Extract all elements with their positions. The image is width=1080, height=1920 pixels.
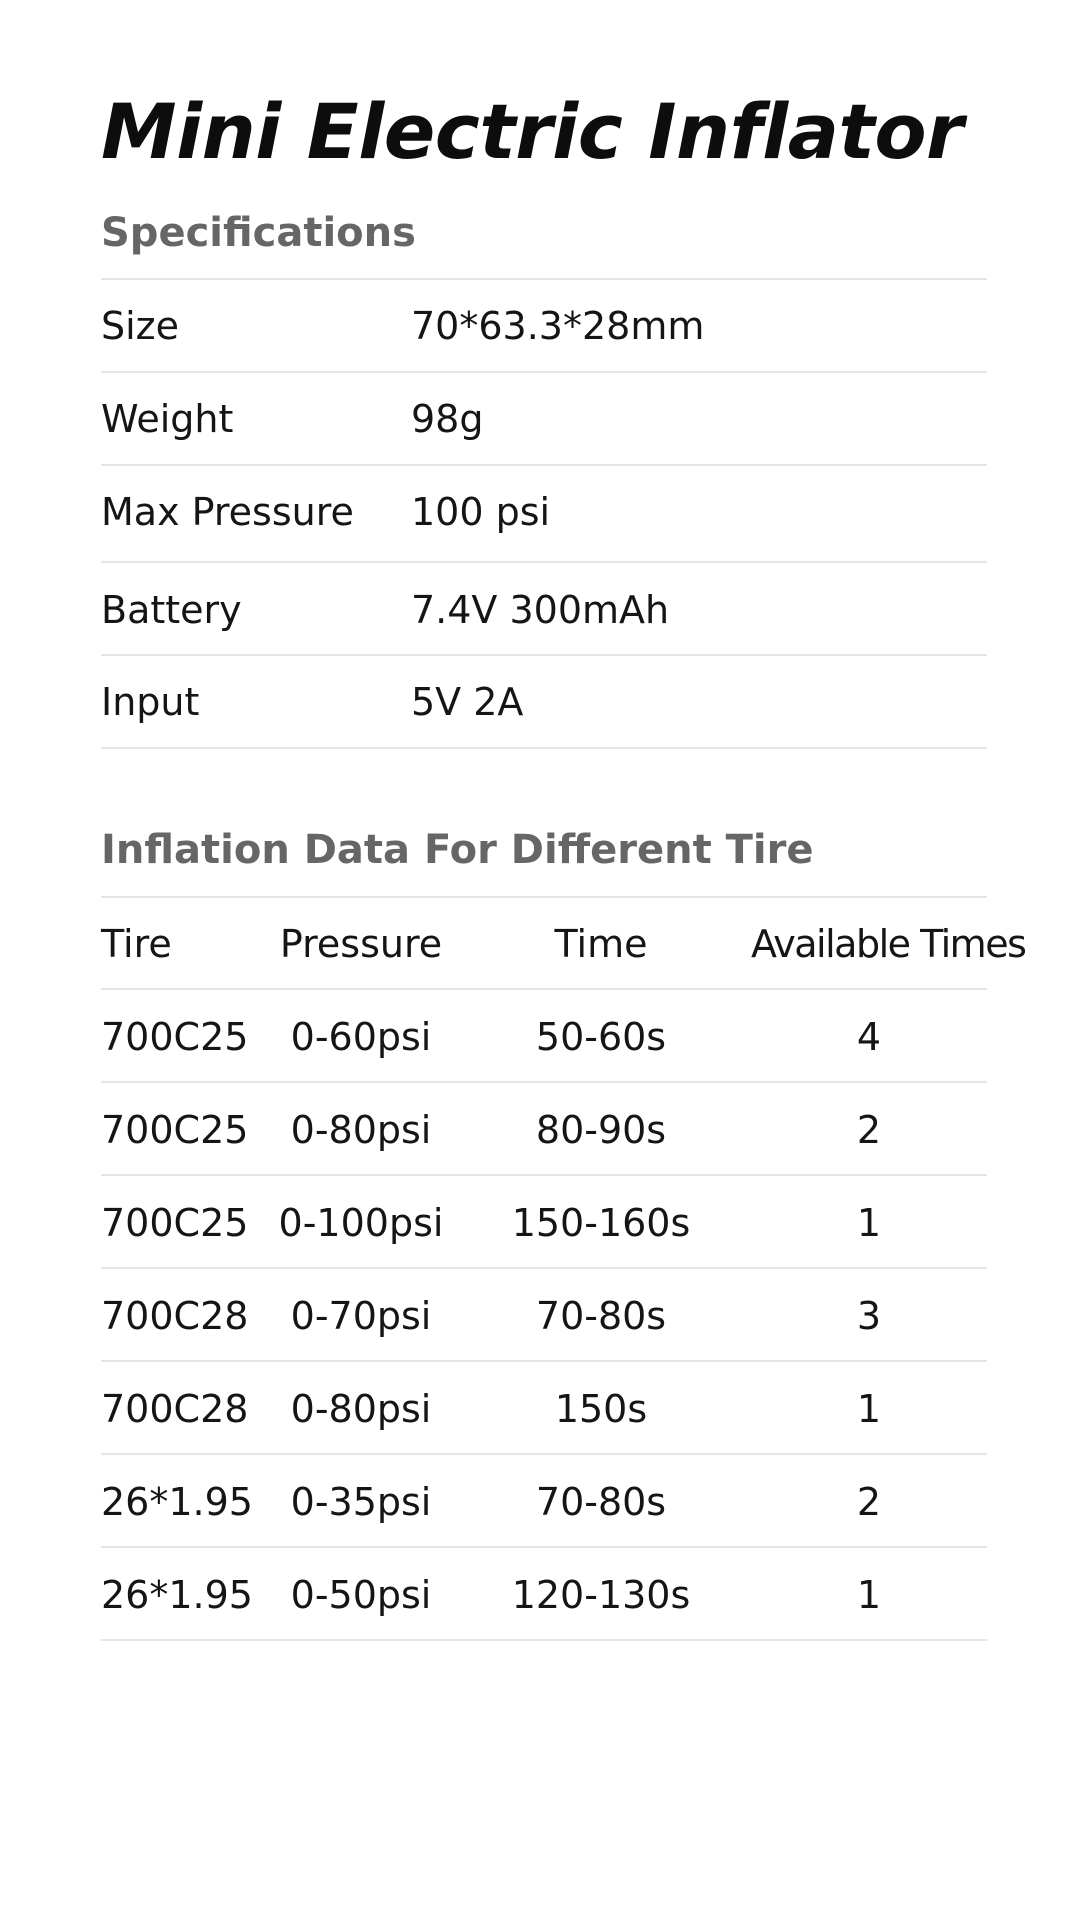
- column-header-tire: Tire: [101, 922, 172, 966]
- cell-available-times: 1: [856, 1387, 882, 1431]
- cell-pressure: 0-35psi: [290, 1480, 432, 1524]
- column-header-time: Time: [554, 922, 648, 966]
- cell-time: 70-80s: [535, 1480, 667, 1524]
- spec-value: 100 psi: [411, 490, 551, 534]
- cell-pressure: 0-60psi: [290, 1015, 432, 1059]
- cell-available-times: 2: [856, 1108, 882, 1152]
- spec-value: 70*63.3*28mm: [411, 304, 705, 348]
- cell-available-times: 1: [856, 1201, 882, 1245]
- cell-available-times: 1: [856, 1573, 882, 1617]
- cell-pressure: 0-50psi: [290, 1573, 432, 1617]
- divider: [101, 561, 987, 563]
- cell-time: 150-160s: [511, 1201, 691, 1245]
- divider: [101, 1453, 987, 1455]
- cell-tire: 700C28: [101, 1387, 249, 1431]
- cell-time: 50-60s: [535, 1015, 667, 1059]
- cell-tire: 26*1.95: [101, 1480, 253, 1524]
- column-header-available-times: Available Times: [751, 922, 1026, 966]
- cell-available-times: 4: [856, 1015, 882, 1059]
- cell-tire: 700C25: [101, 1201, 249, 1245]
- cell-tire: 700C28: [101, 1294, 249, 1338]
- divider: [101, 1174, 987, 1176]
- divider: [101, 371, 987, 373]
- cell-time: 120-130s: [511, 1573, 691, 1617]
- cell-pressure: 0-100psi: [278, 1201, 444, 1245]
- cell-tire: 700C25: [101, 1015, 249, 1059]
- cell-pressure: 0-80psi: [290, 1387, 432, 1431]
- divider: [101, 654, 987, 656]
- divider: [101, 896, 987, 898]
- inflation-data-heading: Inflation Data For Different Tire: [101, 827, 814, 873]
- spec-label: Battery: [101, 588, 242, 632]
- column-header-pressure: Pressure: [279, 922, 443, 966]
- divider: [101, 1360, 987, 1362]
- divider: [101, 1639, 987, 1641]
- spec-label: Weight: [101, 397, 234, 441]
- divider: [101, 1546, 987, 1548]
- divider: [101, 278, 987, 280]
- page-title: Mini Electric Inflator: [101, 87, 964, 176]
- spec-value: 7.4V 300mAh: [411, 588, 670, 632]
- cell-time: 150s: [554, 1387, 648, 1431]
- cell-time: 70-80s: [535, 1294, 667, 1338]
- divider: [101, 1267, 987, 1269]
- cell-time: 80-90s: [535, 1108, 667, 1152]
- spec-value: 5V 2A: [411, 680, 524, 724]
- spec-label: Input: [101, 680, 200, 724]
- cell-pressure: 0-70psi: [290, 1294, 432, 1338]
- cell-tire: 700C25: [101, 1108, 249, 1152]
- divider: [101, 1081, 987, 1083]
- spec-value: 98g: [411, 397, 484, 441]
- cell-available-times: 3: [856, 1294, 882, 1338]
- cell-available-times: 2: [856, 1480, 882, 1524]
- spec-label: Max Pressure: [101, 490, 354, 534]
- divider: [101, 464, 987, 466]
- cell-tire: 26*1.95: [101, 1573, 253, 1617]
- cell-pressure: 0-80psi: [290, 1108, 432, 1152]
- divider: [101, 747, 987, 749]
- divider: [101, 988, 987, 990]
- specifications-heading: Specifications: [101, 210, 416, 256]
- spec-label: Size: [101, 304, 180, 348]
